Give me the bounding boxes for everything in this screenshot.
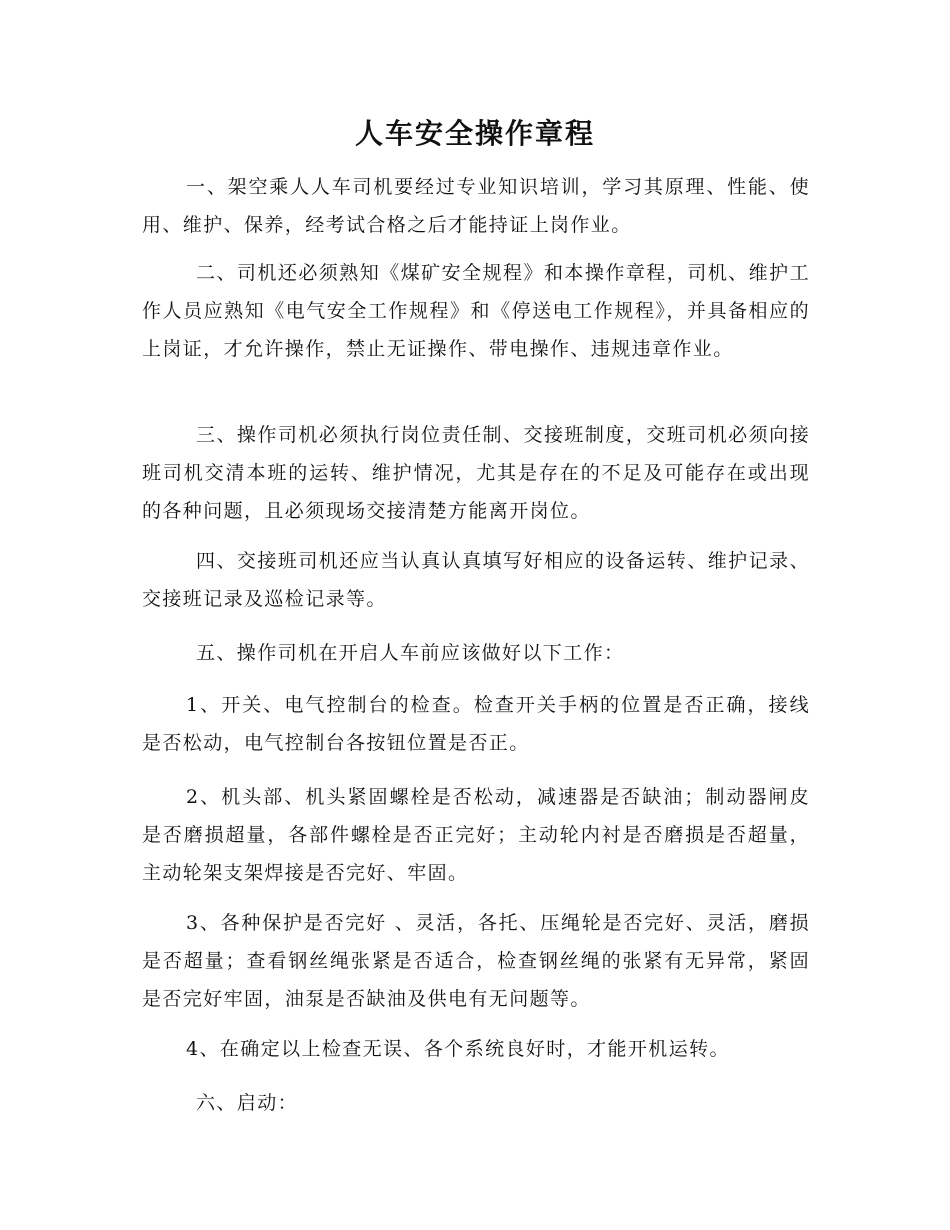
paragraph-item-2: 2、机头部、机头紧固螺栓是否松动，减速器是否缺油；制动器闸皮是否磨损超量，各部件螺栓是否正完好；主动轮内衬是否磨损是否超量，主动轮架支架焊接是否完好、牢固。 bbox=[142, 786, 810, 884]
paragraph-item-3: 3、各种保护是否完好 、灵活，各托、压绳轮是否完好、灵活，磨损是否超量；查看钢丝绳张紧是否适合，检查钢丝绳的张紧有无异常，紧固是否完好牢固，油泵是否缺油及供电有无问题等。 bbox=[142, 912, 810, 1010]
paragraph-1: 一、架空乘人人车司机要经过专业知识培训，学习其原理、性能、使用、维护、保养，经考试合格之后才能持证上岗作业。 bbox=[142, 176, 810, 236]
paragraph-5: 五、操作司机在开启人车前应该做好以下工作： bbox=[196, 642, 625, 664]
paragraph-2: 二、司机还必须熟知《煤矿安全规程》和本操作章程，司机、维护工作人员应熟知《电气安全工作规程》和《停送电工作规程》，并具备相应的上岗证，才允许操作，禁止无证操作、带电操作、违规违章作业。 bbox=[142, 262, 810, 360]
paragraph-4: 四、交接班司机还应当认真认真填写好相应的设备运转、维护记录、交接班记录及巡检记录等。 bbox=[142, 550, 810, 610]
paragraph-3: 三、操作司机必须执行岗位责任制、交接班制度，交班司机必须向接班司机交清本班的运转、维护情况，尤其是存在的不足及可能存在或出现的各种问题，且必须现场交接清楚方能离开岗位。 bbox=[142, 424, 810, 522]
paragraph-6: 六、启动： bbox=[196, 1092, 299, 1114]
paragraph-item-1: 1、开关、电气控制台的检查。检查开关手柄的位置是否正确，接线是否松动，电气控制台各按钮位置是否正。 bbox=[142, 694, 810, 754]
paragraph-item-4: 4、在确定以上检查无误、各个系统良好时，才能开机运转。 bbox=[186, 1038, 730, 1060]
document-title: 人车安全操作章程 bbox=[354, 117, 595, 150]
